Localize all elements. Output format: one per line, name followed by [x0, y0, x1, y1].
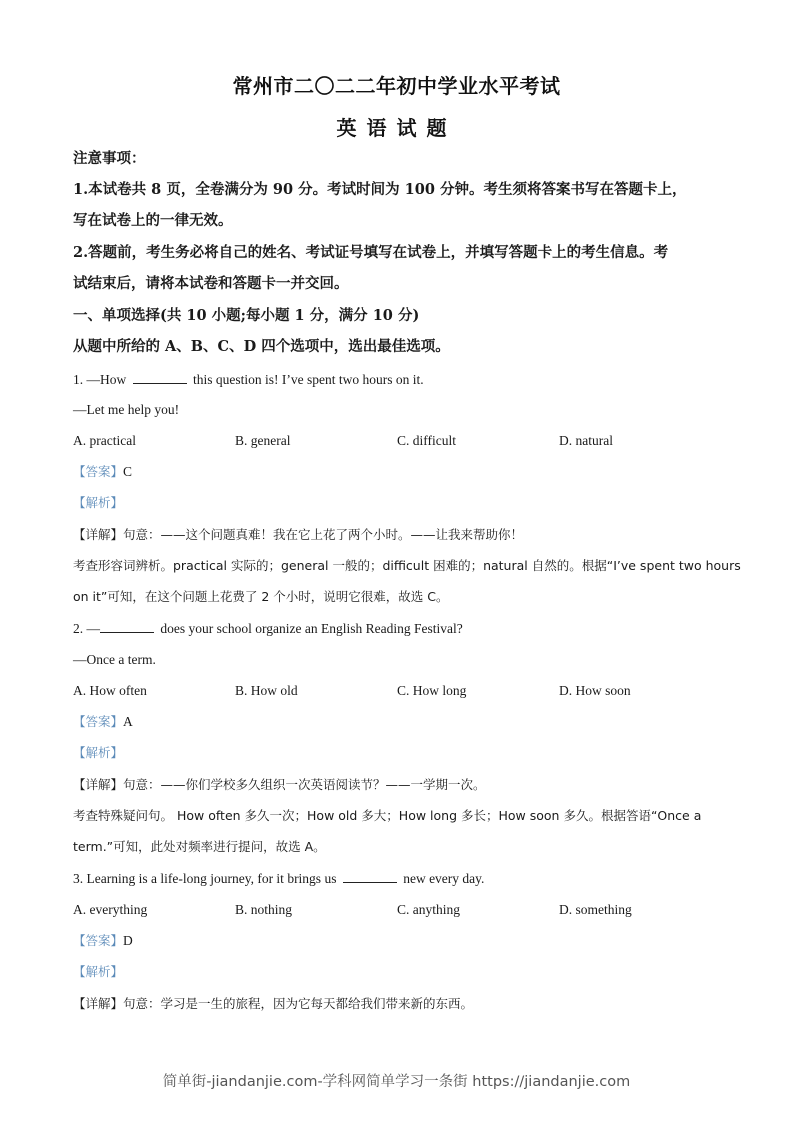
answer-label: 【答案】 [73, 933, 124, 948]
question-3-blank [343, 870, 397, 883]
notice-item-1-line-1: 1.本试卷共 8 页，全卷满分为 90 分。考试时间为 100 分钟。考生须将答案书写在答题卡上， [73, 181, 687, 198]
question-1-analysis [73, 494, 723, 512]
question-2-stem-before: 2. — [73, 621, 100, 636]
question-1-option-d: D. natural [559, 433, 613, 448]
answer-label: 【答案】 [73, 714, 124, 729]
question-1-detail-text: 句意：——这个问题真难！我在它上花了两个小时。——让我来帮助你！ [123, 527, 524, 542]
question-3-answer [73, 932, 723, 950]
question-2-analysis [73, 744, 723, 762]
question-2-detail [73, 776, 723, 794]
question-1-option-a: A. practical [73, 433, 136, 448]
question-1-option-b: B. general [235, 433, 291, 448]
question-3-detail-text: 句意：学习是一生的旅程，因为它每天都给我们带来新的东西。 [123, 996, 474, 1011]
notice-item-1-line-2: 写在试卷上的一律无效。 [73, 212, 233, 229]
question-2-stem-after: does your school organize an English Reading Festival? [160, 621, 463, 636]
question-3-option-d: D. something [559, 902, 632, 917]
question-2-option-b: B. How old [235, 683, 298, 698]
question-1-answer-value: C [123, 464, 133, 479]
question-1-answer [73, 463, 723, 481]
question-1-explain-line-2: on it”可知，在这个问题上花费了 2 个小时，说明它很难，故选 C。 [73, 589, 449, 604]
footer-watermark: 简单街-jiandanjie.com-学科网简单学习一条街 https://jiandanjie.com [162, 1074, 631, 1090]
question-1-option-c: C. difficult [397, 433, 456, 448]
question-1-stem-before: 1. —How [73, 372, 127, 387]
question-3-stem-before: 3. Learning is a life-long journey, for it brings us [73, 871, 337, 886]
question-2-option-a: A. How often [73, 683, 147, 698]
notice-item-2-line-2: 试结束后，请将本试卷和答题卡一并交回。 [73, 275, 349, 292]
question-1-detail [73, 526, 723, 544]
question-1-explain-line-1: 考查形容词辨析。practical 实际的；general 一般的；difficult 困难的；natural 自然的。根据“I’ve spent two hours [73, 558, 741, 573]
question-3-answer-value: D [123, 933, 133, 948]
exam-subtitle: 英语试题 [336, 116, 457, 140]
detail-label: 【详解】 [73, 777, 124, 792]
question-2-blank [100, 620, 154, 633]
section-instruction: 从题中所给的 A、B、C、D 四个选项中，选出最佳选项。 [73, 338, 450, 355]
question-2-answer-value: A [123, 714, 133, 729]
question-2-explain-line-1: 考查特殊疑问句。 How often 多久一次；How old 多大；How long 多长；How soon 多久。根据答语“Once a [73, 808, 702, 823]
question-2-answer [73, 713, 723, 731]
question-3-option-a: A. everything [73, 902, 148, 917]
detail-label: 【详解】 [73, 996, 124, 1011]
question-2-option-c: C. How long [397, 683, 467, 698]
question-1-stem [73, 371, 723, 389]
question-1-blank [133, 371, 187, 384]
question-3-option-b: B. nothing [235, 902, 293, 917]
question-3-detail [73, 995, 723, 1013]
question-2-stem [73, 620, 723, 638]
analysis-label: 【解析】 [73, 964, 124, 979]
notice-heading: 注意事项： [73, 150, 146, 167]
analysis-label: 【解析】 [73, 745, 124, 760]
question-2-option-d: D. How soon [559, 683, 631, 698]
question-3-option-c: C. anything [397, 902, 460, 917]
answer-label: 【答案】 [73, 464, 124, 479]
question-2-explain-line-2: term.”可知，此处对频率进行提问，故选 A。 [73, 839, 326, 854]
question-1-reply: —Let me help you! [73, 402, 180, 417]
section-heading: 一、单项选择(共 10 小题;每小题 1 分，满分 10 分) [73, 307, 420, 324]
analysis-label: 【解析】 [73, 495, 124, 510]
question-2-detail-text: 句意：——你们学校多久组织一次英语阅读节？——一学期一次。 [123, 777, 486, 792]
exam-title: 常州市二〇二二年初中学业水平考试 [232, 74, 561, 98]
question-3-analysis [73, 963, 723, 981]
question-1-stem-after: this question is! I’ve spent two hours on it. [193, 372, 424, 387]
question-3-stem-after: new every day. [403, 871, 485, 886]
detail-label: 【详解】 [73, 527, 124, 542]
question-3-stem [73, 870, 723, 888]
notice-item-2-line-1: 2.答题前，考生务必将自己的姓名、考试证号填写在试卷上，并填写答题卡上的考生信息。考 [73, 244, 669, 261]
question-2-reply: —Once a term. [73, 652, 156, 667]
